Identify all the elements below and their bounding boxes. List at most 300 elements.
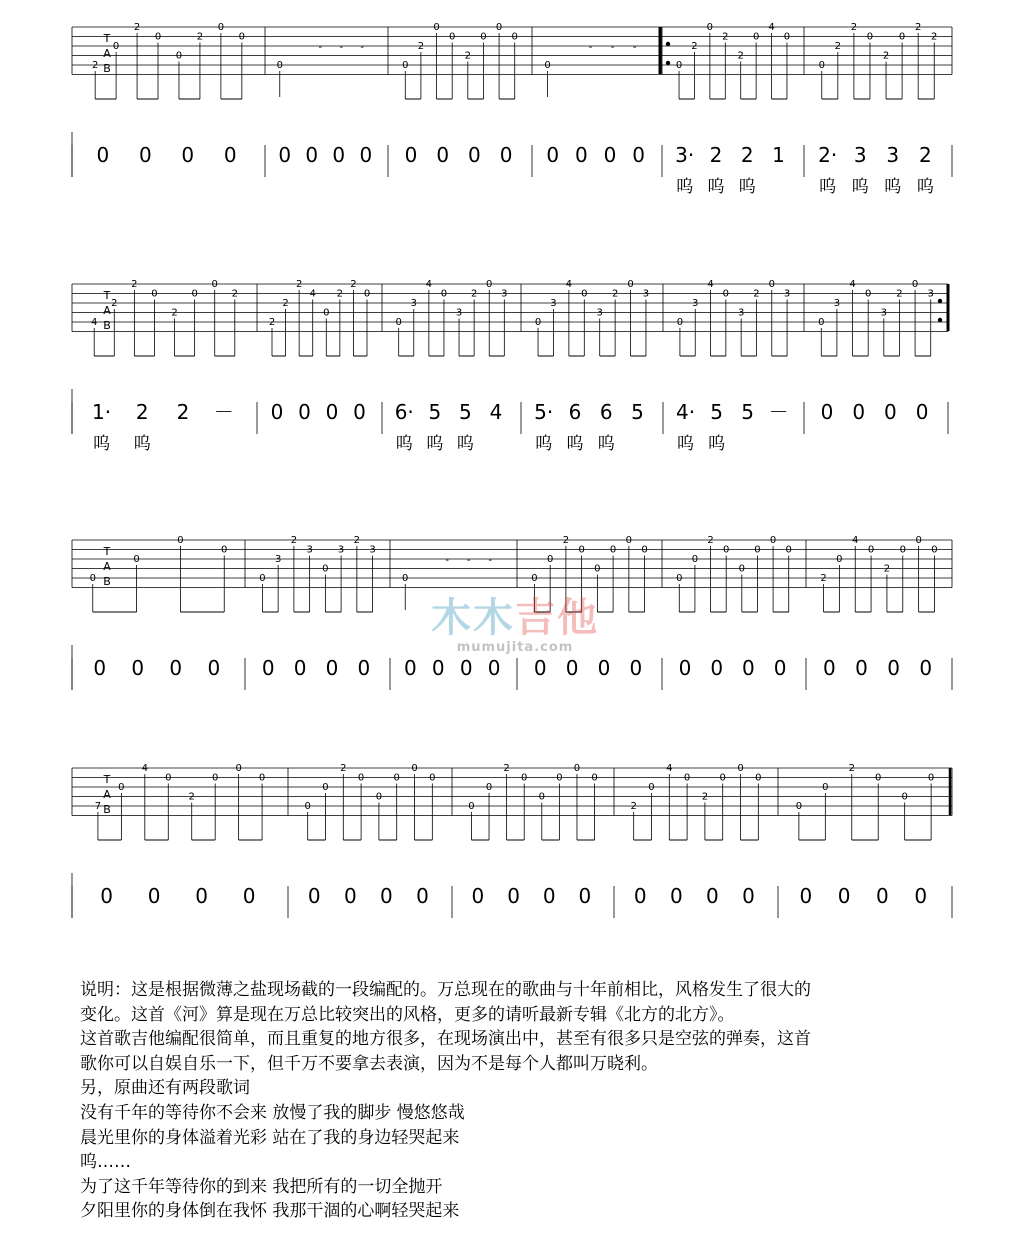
lyric-syllable: 呜 <box>708 434 726 454</box>
tab-clef-letter: T <box>103 545 111 558</box>
tab-fret-number: 0 <box>691 554 699 565</box>
tab-fret-number: 0 <box>402 573 409 584</box>
tab-fret-number: 4 <box>852 535 859 546</box>
jianpu-note: 0 <box>852 400 866 424</box>
tab-fret-number: 0 <box>322 563 329 575</box>
tab-fret-number: 2 <box>883 563 891 575</box>
tab-fret-number: 2 <box>131 279 138 290</box>
lyric-syllable: 呜 <box>819 177 837 197</box>
tab-fret-number: 0 <box>544 60 551 71</box>
tab-fret-number: 2 <box>737 50 744 62</box>
tab-fret-number: 0 <box>683 772 691 784</box>
jianpu-note: 5· <box>534 400 554 424</box>
tab-fret-number: 0 <box>795 801 803 812</box>
tab-fret-number: 0 <box>866 31 874 43</box>
tab-fret-number: 2 <box>707 535 714 546</box>
tab-fret-number: 2 <box>353 535 361 546</box>
lyric-syllable: 呜 <box>597 434 615 454</box>
tab-fret-number: 0 <box>357 772 365 784</box>
tab-fret-number: 0 <box>822 782 829 793</box>
tab-fret-number: 2 <box>196 31 204 43</box>
tab-fret-number: 0 <box>648 782 655 793</box>
tab-fret-number: 2 <box>464 50 472 62</box>
tab-fret-number: 0 <box>737 763 744 774</box>
tab-fret-number: 3 <box>306 544 313 556</box>
tab-fret-number: 0 <box>578 544 585 556</box>
tab-fret-number: 0 <box>722 288 730 300</box>
lyric-syllable: 呜 <box>535 434 553 454</box>
tab-fret-number: 4 <box>707 279 714 290</box>
lyric-syllable: 呜 <box>916 177 934 197</box>
tab-fret-number: 0 <box>556 772 563 784</box>
tab-fret-number: 0 <box>573 763 581 774</box>
lyric-syllable: 呜 <box>851 177 869 197</box>
jianpu-note: 0 <box>169 656 183 680</box>
note-line: 晨光里你的身体溢着光彩 站在了我的身边轻哭起来 <box>80 1127 460 1148</box>
jianpu-note: 1 <box>772 143 785 167</box>
tab-fret-number: 2 <box>268 317 276 328</box>
lyric-syllable: 呜 <box>93 434 111 454</box>
note-line: 夕阳里你的身体倒在我怀 我那干涸的心啊轻哭起来 <box>80 1201 460 1222</box>
jianpu-note: 0 <box>131 656 145 680</box>
jianpu-note: 0 <box>404 143 418 167</box>
tab-fret-number: 0 <box>875 772 882 784</box>
jianpu-note: 0 <box>147 884 161 908</box>
tab-clef-letter: A <box>103 304 111 317</box>
jianpu-note: 5 <box>428 400 442 424</box>
jianpu-note: 6 <box>568 400 582 424</box>
tab-fret-number: 0 <box>531 573 538 584</box>
tab-fret-number: 2 <box>850 22 858 33</box>
tab-fret-number: 0 <box>927 772 935 784</box>
tab-rest-dash: - <box>488 555 493 566</box>
explanation-notes <box>80 978 980 1224</box>
tab-fret-number: 0 <box>864 288 872 300</box>
repeat-dot <box>938 299 942 303</box>
tab-fret-number: 2 <box>133 22 141 33</box>
jianpu-note: 0 <box>93 656 107 680</box>
jianpu-note: 0 <box>884 400 897 424</box>
jianpu-note: 0 <box>359 143 373 167</box>
tab-fret-number: 2 <box>111 298 118 309</box>
tab-clef-letter: B <box>103 319 111 332</box>
jianpu-note: 0 <box>223 143 237 167</box>
lyric-syllable: 呜 <box>676 177 694 197</box>
jianpu-note: 4 <box>489 400 503 424</box>
tab-fret-number: 0 <box>322 782 329 793</box>
tab-fret-number: 0 <box>511 31 518 43</box>
jianpu-note: 0 <box>919 656 933 680</box>
tab-fret-number: 0 <box>901 791 908 803</box>
tab-rest-dash: - <box>588 42 593 53</box>
tab-fret-number: 3 <box>783 288 791 300</box>
tab-fret-number: 0 <box>915 535 922 546</box>
tab-fret-number: 0 <box>768 279 775 290</box>
tab-fret-number: 4 <box>849 279 856 290</box>
jianpu-note: 0 <box>307 884 321 908</box>
tab-fret-number: 0 <box>495 22 503 33</box>
lyric-syllable: 呜 <box>884 177 902 197</box>
tab-fret-number: 4 <box>768 22 775 33</box>
tab-clef-letter: B <box>103 575 111 588</box>
watermark-logo: 木木吉他 <box>431 595 599 641</box>
jianpu-note: 0 <box>855 656 868 680</box>
jianpu-note: 0 <box>603 143 617 167</box>
jianpu-note: 2 <box>135 400 149 424</box>
jianpu-note: 0 <box>403 656 417 680</box>
tab-clef-letter: T <box>103 289 111 302</box>
tab-fret-number: 2 <box>834 41 842 52</box>
tab-fret-number: 0 <box>118 782 125 793</box>
tab-fret-number: 3 <box>642 288 650 300</box>
tab-fret-number: 3 <box>337 544 345 556</box>
tab-clef-letter: A <box>103 560 111 573</box>
jianpu-note: 6· <box>394 400 414 424</box>
tab-fret-number: 0 <box>594 563 601 575</box>
jianpu-note: 0 <box>96 143 110 167</box>
tab-fret-number: 0 <box>755 772 762 784</box>
jianpu-note: 0 <box>629 656 643 680</box>
jianpu-note: 0 <box>298 400 311 424</box>
tab-fret-number: 0 <box>112 41 120 52</box>
jianpu-note: 0 <box>597 656 611 680</box>
tab-fret-number: 0 <box>867 544 875 556</box>
jianpu-note: 0 <box>575 143 588 167</box>
jianpu-note: 0 <box>773 656 787 680</box>
tab-fret-number: 2 <box>336 288 344 300</box>
jianpu-note: 3 <box>886 143 900 167</box>
tab-fret-number: 0 <box>375 791 383 803</box>
jianpu-note: － <box>768 400 789 424</box>
tab-fret-number: 0 <box>323 307 330 319</box>
tab-fret-number: 0 <box>911 279 919 290</box>
tab-fret-number: 2 <box>562 535 570 546</box>
tab-fret-number: 0 <box>769 535 777 546</box>
jianpu-note: 0 <box>565 656 579 680</box>
tab-rest-dash: - <box>360 42 364 53</box>
tab-fret-number: 0 <box>898 31 906 43</box>
lyric-syllable: 呜 <box>456 434 474 454</box>
tab-fret-number: 0 <box>783 31 791 43</box>
tab-fret-number: 0 <box>177 535 184 546</box>
jianpu-note: 0 <box>468 143 481 167</box>
tab-fret-number: 0 <box>133 554 140 565</box>
tab-fret-number: 2 <box>882 50 890 62</box>
tab-fret-number: 0 <box>719 772 726 784</box>
jianpu-note: 0 <box>100 884 113 908</box>
watermark <box>425 596 605 655</box>
jianpu-note: 2 <box>709 143 723 167</box>
jianpu-note: 0 <box>278 143 292 167</box>
lyric-syllable: 呜 <box>707 177 725 197</box>
tab-fret-number: 2 <box>914 22 922 33</box>
tab-fret-number: 2 <box>295 279 303 290</box>
tab-fret-number: 0 <box>538 791 545 803</box>
jianpu-note: 2· <box>818 143 838 167</box>
jianpu-note: 0 <box>436 143 450 167</box>
tab-fret-number: 2 <box>91 60 99 71</box>
jianpu-note: 2 <box>918 143 932 167</box>
tab-fret-number: 3 <box>596 307 603 319</box>
tab-fret-number: 0 <box>581 288 588 300</box>
tab-fret-number: 0 <box>440 288 448 300</box>
tab-fret-number: 3 <box>692 298 699 309</box>
tab-fret-number: 0 <box>675 60 683 71</box>
jianpu-note: 0 <box>876 884 889 908</box>
tab-fret-number: 0 <box>165 772 172 784</box>
jianpu-note: 0 <box>242 884 256 908</box>
jianpu-note: 0 <box>380 884 393 908</box>
jianpu-note: 0 <box>343 884 357 908</box>
jianpu-note: 5 <box>710 400 723 424</box>
tab-fret-number: 0 <box>931 544 938 556</box>
tab-fret-number: 2 <box>231 288 238 300</box>
jianpu-note: 0 <box>887 656 900 680</box>
tab-fret-number: 0 <box>402 60 409 71</box>
jianpu-note: 0 <box>915 400 929 424</box>
tab-fret-number: 3 <box>455 307 463 319</box>
tab-fret-number: 2 <box>503 763 510 774</box>
jianpu-note: 3· <box>675 143 695 167</box>
tab-fret-number: 0 <box>393 772 400 784</box>
tab-fret-number: 4 <box>141 763 149 774</box>
tab-fret-number: 3 <box>274 554 282 565</box>
note-line: 这首歌吉他编配很简单，而且重复的地方很多，在现场演出中，甚至有很多只是空弦的弹奏，这首 <box>80 1029 811 1050</box>
jianpu-note: 0 <box>507 884 520 908</box>
tab-rest-dash: - <box>610 42 615 53</box>
tab-fret-number: 2 <box>350 279 357 290</box>
jianpu-note: 0 <box>487 656 501 680</box>
tab-fret-number: 2 <box>611 288 619 300</box>
tab-fret-number: 0 <box>627 279 634 290</box>
jianpu-note: 0 <box>706 884 719 908</box>
tab-fret-number: 3 <box>737 307 745 319</box>
tab-fret-number: 0 <box>276 60 283 71</box>
jianpu-note: 0 <box>533 656 547 680</box>
tab-fret-number: 2 <box>931 31 938 43</box>
jianpu-note: 0 <box>742 884 755 908</box>
jianpu-note: 0 <box>357 656 371 680</box>
tab-fret-number: 0 <box>191 288 198 300</box>
tab-clef-letter: B <box>103 62 111 75</box>
tab-fret-number: 3 <box>927 288 934 300</box>
jianpu-note: 0 <box>325 656 339 680</box>
jianpu-note: 0 <box>710 656 724 680</box>
tab-fret-number: 0 <box>591 772 598 784</box>
lyric-syllable: 呜 <box>426 434 444 454</box>
tab-fret-number: 0 <box>485 782 493 793</box>
tab-fret-number: 4 <box>565 279 573 290</box>
tab-fret-number: 7 <box>94 801 102 812</box>
tab-fret-number: 3 <box>369 544 376 556</box>
note-line: 没有千年的等待你不会来 放慢了我的脚步 慢悠悠哉 <box>80 1102 465 1123</box>
jianpu-note: 0 <box>261 656 275 680</box>
tab-clef-letter: A <box>103 47 111 60</box>
tab-fret-number: 2 <box>188 791 195 803</box>
tab-fret-number: 0 <box>722 544 730 556</box>
tab-clef-letter: T <box>103 32 111 45</box>
jianpu-note: 0 <box>138 143 152 167</box>
tab-rest-dash: - <box>632 42 637 53</box>
tab-fret-number: 0 <box>433 22 440 33</box>
tab-fret-number: 0 <box>818 60 825 71</box>
jianpu-note: 0 <box>471 884 485 908</box>
tab-fret-number: 0 <box>546 554 554 565</box>
jianpu-note: 0 <box>546 143 560 167</box>
tab-fret-number: 0 <box>154 31 162 43</box>
tab-clef-letter: A <box>103 788 111 801</box>
tab-fret-number: 2 <box>722 31 729 43</box>
note-line: 变化。这首《河》算是现在万总比较突出的风格，更多的请听最新专辑《北方的北方》。 <box>80 1004 735 1025</box>
tab-fret-number: 2 <box>282 298 289 309</box>
lyric-syllable: 呜 <box>133 434 151 454</box>
jianpu-note: 1· <box>92 400 112 424</box>
jianpu-note: 0 <box>837 884 851 908</box>
watermark-url: mumujita.com <box>456 640 574 655</box>
jianpu-note: 5 <box>741 400 754 424</box>
tab-rest-dash: - <box>466 555 471 566</box>
tab-fret-number: 4 <box>91 317 98 328</box>
jianpu-note: 0 <box>353 400 366 424</box>
note-line: 歌你可以自娱自乐一下，但千万不要拿去表演，因为不是每个人都叫万晓利。 <box>80 1053 658 1074</box>
tab-fret-number: 0 <box>706 22 714 33</box>
jianpu-note: 0 <box>914 884 928 908</box>
note-line: 为了这千年等待你的到来 我把所有的一切全抛开 <box>80 1176 443 1197</box>
tab-fret-number: 0 <box>785 544 792 556</box>
tab-fret-number: 0 <box>738 563 746 575</box>
tab-fret-number: 0 <box>89 573 96 584</box>
jianpu-note: 0 <box>459 656 473 680</box>
jianpu-note: 0 <box>325 400 339 424</box>
jianpu-note: 0 <box>820 400 834 424</box>
tab-fret-number: 0 <box>258 772 266 784</box>
tab-fret-number: 0 <box>238 31 246 43</box>
repeat-dot <box>938 318 942 322</box>
tab-fret-number: 2 <box>820 573 827 584</box>
jianpu-note: 0 <box>578 884 592 908</box>
tab-fret-number: 0 <box>754 544 761 556</box>
tab-fret-number: 0 <box>486 279 493 290</box>
tab-clef-letter: T <box>103 773 111 786</box>
jianpu-note: 0 <box>799 884 813 908</box>
lyric-syllable: 呜 <box>677 434 695 454</box>
jianpu-note: 0 <box>742 656 755 680</box>
jianpu-note: 2 <box>740 143 754 167</box>
jianpu-note: 0 <box>332 143 346 167</box>
tab-fret-number: 0 <box>211 279 218 290</box>
jianpu-note: 0 <box>678 656 692 680</box>
tab-fret-number: 0 <box>235 763 242 774</box>
jianpu-note: 3 <box>853 143 867 167</box>
jianpu-note: 0 <box>669 884 683 908</box>
jianpu-note: 0 <box>499 143 513 167</box>
tab-fret-number: 0 <box>676 317 684 328</box>
tab-fret-number: 0 <box>818 317 825 328</box>
jianpu-note: 4· <box>676 400 696 424</box>
tab-fret-number: 0 <box>221 544 228 556</box>
tab-fret-number: 2 <box>691 41 698 52</box>
tab-fret-number: 0 <box>641 544 648 556</box>
tab-fret-number: 2 <box>417 41 425 52</box>
tab-fret-number: 0 <box>211 772 219 784</box>
lyric-syllable: 呜 <box>395 434 413 454</box>
tab-fret-number: 0 <box>175 50 183 62</box>
tab-fret-number: 3 <box>880 307 888 319</box>
note-line: 另，原曲还有两段歌词 <box>80 1078 250 1099</box>
tab-fret-number: 2 <box>753 288 760 300</box>
tab-fret-number: 0 <box>836 554 843 565</box>
jianpu-note: 0 <box>181 143 195 167</box>
tab-fret-number: 0 <box>534 317 542 328</box>
tab-clef-letter: B <box>103 803 111 816</box>
jianpu-note: 0 <box>416 884 429 908</box>
tab-fret-number: 3 <box>410 298 417 309</box>
note-line: 呜…… <box>80 1152 131 1173</box>
tab-fret-number: 3 <box>550 298 557 309</box>
tab-fret-number: 2 <box>896 288 903 300</box>
jianpu-note: 0 <box>822 656 836 680</box>
tab-fret-number: 4 <box>666 763 673 774</box>
jianpu-note: 2 <box>176 400 190 424</box>
tab-rest-dash: - <box>445 555 449 566</box>
jianpu-note: 0 <box>293 656 307 680</box>
jianpu-note: 0 <box>305 143 319 167</box>
tab-fret-number: 0 <box>752 31 760 43</box>
repeat-dot <box>666 42 670 46</box>
jianpu-note: － <box>213 400 234 424</box>
tab-rest-dash: - <box>318 42 323 53</box>
tab-fret-number: 0 <box>411 763 418 774</box>
jianpu-note: 0 <box>633 884 647 908</box>
tab-fret-number: 0 <box>448 31 456 43</box>
tab-fret-number: 0 <box>259 573 266 584</box>
tab-fret-number: 0 <box>480 31 487 43</box>
tab-fret-number: 0 <box>304 801 311 812</box>
jianpu-note: 6 <box>599 400 613 424</box>
lyric-syllable: 呜 <box>566 434 584 454</box>
tab-fret-number: 2 <box>630 801 637 812</box>
tab-fret-number: 2 <box>171 307 178 319</box>
jianpu-note: 0 <box>632 143 645 167</box>
tab-fret-number: 2 <box>470 288 478 300</box>
jianpu-note: 0 <box>270 400 284 424</box>
tab-fret-number: 0 <box>609 544 617 556</box>
jianpu-note: 0 <box>207 656 221 680</box>
tab-fret-number: 2 <box>290 535 298 546</box>
note-line: 说明：这是根据微薄之盐现场截的一段编配的。万总现在的歌曲与十年前相比，风格发生了很大的 <box>80 980 811 1000</box>
tab-fret-number: 3 <box>501 288 508 300</box>
lyric-syllable: 呜 <box>738 177 756 197</box>
jianpu-note: 0 <box>431 656 445 680</box>
tab-fret-number: 2 <box>701 791 709 803</box>
jianpu-note: 0 <box>542 884 556 908</box>
tab-fret-number: 0 <box>395 317 402 328</box>
tab-fret-number: 0 <box>429 772 436 784</box>
tab-rest-dash: - <box>339 42 344 53</box>
tab-fret-number: 3 <box>833 298 841 309</box>
tab-fret-number: 0 <box>363 288 371 300</box>
jianpu-note: 0 <box>195 884 208 908</box>
tab-fret-number: 0 <box>521 772 528 784</box>
tab-fret-number: 2 <box>340 763 347 774</box>
tab-fret-number: 0 <box>625 535 633 546</box>
tab-fret-number: 0 <box>151 288 158 300</box>
tab-fret-number: 0 <box>676 573 683 584</box>
tab-fret-number: 0 <box>468 801 475 812</box>
tab-fret-number: 0 <box>899 544 906 556</box>
repeat-dot <box>666 61 670 65</box>
tab-fret-number: 0 <box>217 22 225 33</box>
